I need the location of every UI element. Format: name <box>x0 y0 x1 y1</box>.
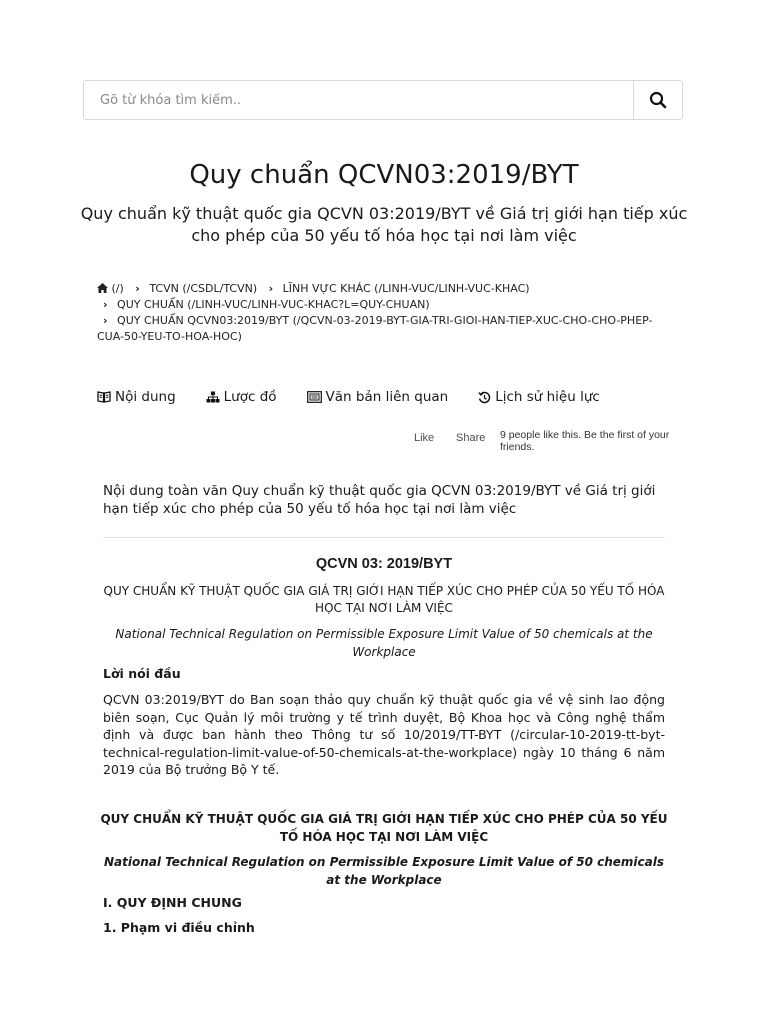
tab-luoc-do[interactable] <box>206 389 277 405</box>
search-icon <box>649 91 667 109</box>
chevron-right-icon: › <box>135 282 140 295</box>
breadcrumb-item-linh-vuc[interactable]: LĨNH VỰC KHÁC (/LINH-VUC/LINH-VUC-KHAC) <box>282 282 530 295</box>
content-tabs <box>97 389 677 405</box>
document-title-en: National Technical Regulation on Permissible Exposure Limit Value of 50 chemicals at the Workplace <box>115 627 653 659</box>
home-icon <box>97 283 108 293</box>
breadcrumb-item-current[interactable]: QUY CHUẨN QCVN03:2019/BYT (/QCVN-03-2019-BYT-GIA-TRI-GIOI-HAN-TIEP-XUC-CHO-CHO-PHEP-CUA-50-YEU-TO-HOA-HOC) <box>97 314 653 343</box>
breadcrumb-home[interactable] <box>97 282 127 295</box>
document-title-vn: QUY CHUẨN KỸ THUẬT QUỐC GIA GIÁ TRỊ GIỚI HẠN TIẾP XÚC CHO PHÉP CỦA 50 YẾU TỐ HÓA HỌC TẠI NƠI LÀM VIỆC <box>103 584 665 615</box>
document-code: QCVN 03: 2019/BYT <box>315 556 453 572</box>
content-intro: Nội dung toàn văn Quy chuẩn kỹ thuật quốc gia QCVN 03:2019/BYT về Giá trị giới hạn tiếp xúc cho phép của 50 yếu tố hóa học tại nơi làm việc <box>103 483 656 517</box>
chevron-right-icon: › <box>268 282 274 295</box>
preface-heading: Lời nói đầu <box>103 666 181 681</box>
facebook-like-button[interactable]: Like <box>414 432 435 444</box>
chevron-right-icon: › <box>103 298 108 311</box>
history-icon <box>478 391 491 404</box>
tab-label: Văn bản liên quan <box>325 389 449 405</box>
breadcrumb-item-quy-chuan[interactable]: QUY CHUẨN (/LINH-VUC/LINH-VUC-KHAC?L=QUY-CHUAN) <box>117 298 430 311</box>
page-subtitle: Quy chuẩn kỹ thuật quốc gia QCVN 03:2019/BYT về Giá trị giới hạn tiếp xúc cho phép của 50 yếu tố hóa học tại nơi làm việc <box>80 204 688 245</box>
regulation-title-en: National Technical Regulation on Permissible Exposure Limit Value of 50 chemicals at the Workplace <box>103 855 665 887</box>
book-icon <box>97 391 111 403</box>
subsection-heading: 1. Phạm vi điều chỉnh <box>103 920 255 935</box>
tab-label: Lịch sử hiệu lực <box>495 389 600 405</box>
documents-icon <box>307 391 322 403</box>
breadcrumb-home-label: (/) <box>111 282 124 295</box>
regulation-title-vn: QUY CHUẨN KỸ THUẬT QUỐC GIA GIÁ TRỊ GIỚI HẠN TIẾP XÚC CHO PHÉP CỦA 50 YẾU TỐ HÓA HỌC TẠI NƠI LÀM VIỆC <box>100 812 668 844</box>
breadcrumb <box>97 281 669 345</box>
tab-van-ban-lien-quan[interactable] <box>307 389 449 405</box>
section-heading: I. QUY ĐỊNH CHUNG <box>103 895 242 910</box>
divider <box>103 537 665 538</box>
preface-text: QCVN 03:2019/BYT do Ban soạn thảo quy chuẩn kỹ thuật quốc gia về vệ sinh lao động biên soạn, Cục Quản lý môi trường y tế trình duyệt, Bộ Khoa học và Công nghệ thẩm định và được ban hành theo Thông tư số 10/2019/TT-BYT (/circular-10-2019-tt-byt-technical-regulation-limit-value-of-50-chemicals-at-the-workplace) ngày 10 tháng 6 năm 2019 của Bộ trưởng Bộ Y tế. <box>103 692 665 777</box>
facebook-like-count: 9 people like this. Be the first of your friends. <box>500 429 670 453</box>
tab-lich-su-hieu-luc[interactable] <box>478 389 600 405</box>
search-bar <box>83 80 683 120</box>
tab-noi-dung[interactable] <box>97 389 176 405</box>
page-title: Quy chuẩn QCVN03:2019/BYT <box>189 160 579 190</box>
sitemap-icon <box>206 391 220 403</box>
breadcrumb-item-tcvn[interactable]: TCVN (/CSDL/TCVN) <box>149 282 258 295</box>
tab-label: Nội dung <box>115 389 176 405</box>
search-button[interactable] <box>633 81 682 119</box>
tab-label: Lược đồ <box>223 389 277 405</box>
search-input[interactable] <box>84 81 636 119</box>
chevron-right-icon: › <box>103 314 108 327</box>
facebook-share-button[interactable]: Share <box>456 432 486 444</box>
